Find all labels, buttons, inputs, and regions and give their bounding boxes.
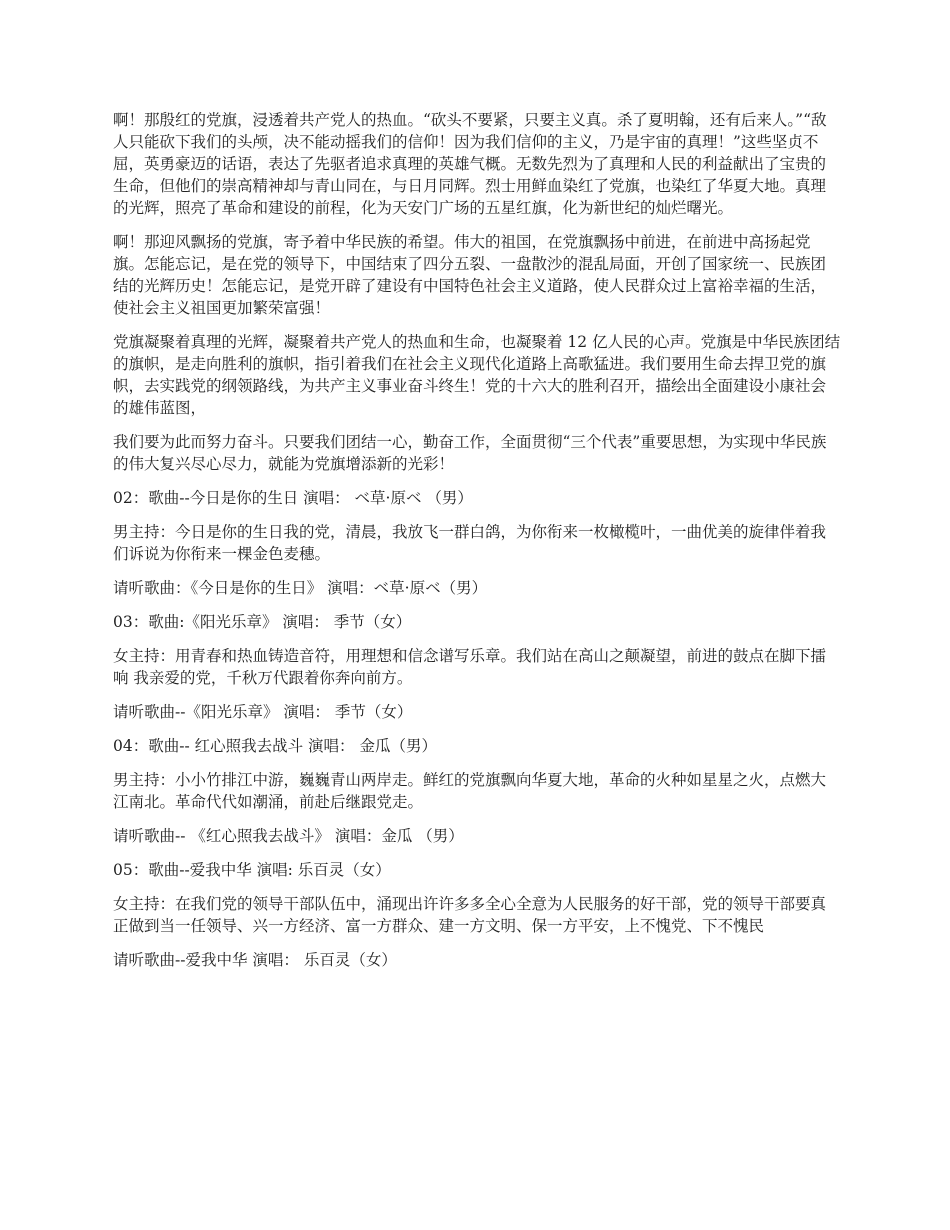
paragraph-party-flag-truth: 党旗凝聚着真理的光辉，凝聚着共产党人的热血和生命，也凝聚着 12 亿人民的心声。党旗是中华民族团结的旗帜，是走向胜利的旗帜，指引着我们在社会主义现代化道路上高歌猛进。我们要用生命去捍卫党的旗帜，去实践党的纲领路线，为共产主义事业奋斗终生！党的十六大的胜利召开，描绘出全面建设小康社会的雄伟蓝图， [113,333,841,417]
host-speech-female-05: 女主持：在我们党的领导干部队伍中，涌现出许许多多全心全意为人民服务的好干部，党的领导干部要真正做到当一任领导、兴一方经济、富一方群众、建一方文明、保一方平安，上不愧党、下不愧民 [113,895,827,935]
paragraph-party-flag-hope: 啊！那迎风飘扬的党旗，寄予着中华民族的希望。伟大的祖国，在党旗飘扬中前进，在前进中高扬起党旗。怎能忘记，是在党的领导下，中国结束了四分五裂、一盘散沙的混乱局面，开创了国家统一、民族团结的光辉历史！怎能忘记，是党开辟了建设有中国特色社会主义道路，使人民群众过上富裕幸福的生活，使社会主义祖国更加繁荣富强！ [113,233,827,317]
paragraph-party-flag-blood: 啊！那殷红的党旗，浸透着共产党人的热血。“砍头不要紧，只要主义真。杀了夏明翰，还有后来人。”“敌人只能砍下我们的头颅，决不能动摇我们的信仰！因为我们信仰的主义，乃是宇宙的真理！”这些坚贞不屈，英勇豪迈的话语，表达了先驱者追求真理的英雄气概。无数先烈为了真理和人民的利益献出了宝贵的生命，但他们的崇高精神却与青山同在，与日月同辉。烈士用鲜血染红了党旗，也染红了华夏大地。真理的光辉，照亮了革命和建设的前程，化为天安门广场的五星红旗，化为新世纪的灿烂曙光。 [113,111,827,217]
song-intro-05: 请听歌曲--爱我中华 演唱： 乐百灵（女） [113,951,397,969]
host-speech-female-03: 女主持：用青春和热血铸造音符，用理想和信念谱写乐章。我们站在高山之颠凝望，前进的鼓点在脚下擂响 我亲爱的党，千秋万代跟着你奔向前方。 [113,647,827,687]
song-intro-04: 请听歌曲-- 《红心照我去战斗》 演唱：金瓜 （男） [113,827,464,845]
program-item-04: 04：歌曲-- 红心照我去战斗 演唱： 金瓜（男） [113,737,437,755]
program-item-02: 02：歌曲--今日是你的生日 演唱： ベ草·原ベ （男） [113,489,473,507]
program-item-05: 05：歌曲--爱我中华 演唱: 乐百灵（女） [113,861,391,879]
program-item-03: 03：歌曲:《阳光乐章》 演唱： 季节（女） [113,613,412,631]
host-speech-male-04: 男主持：小小竹排江中游，巍巍青山两岸走。鲜红的党旗飘向华夏大地，革命的火种如星星之火，点燃大江南北。革命代代如潮涌，前赴后继跟党走。 [113,771,827,811]
song-intro-03: 请听歌曲--《阳光乐章》 演唱： 季节（女） [113,703,413,721]
song-intro-02: 请听歌曲：《今日是你的生日》 演唱：ベ草·原ベ（男） [113,579,488,597]
document-body [113,109,841,983]
paragraph-strive: 我们要为此而努力奋斗。只要我们团结一心，勤奋工作，全面贯彻“三个代表”重要思想，为实现中华民族的伟大复兴尽心尽力，就能为党旗增添新的光彩！ [113,433,827,473]
host-speech-male-02: 男主持：今日是你的生日我的党，清晨，我放飞一群白鸽，为你衔来一枚橄榄叶，一曲优美的旋律伴着我们诉说为你衔来一棵金色麦穗。 [113,523,827,563]
